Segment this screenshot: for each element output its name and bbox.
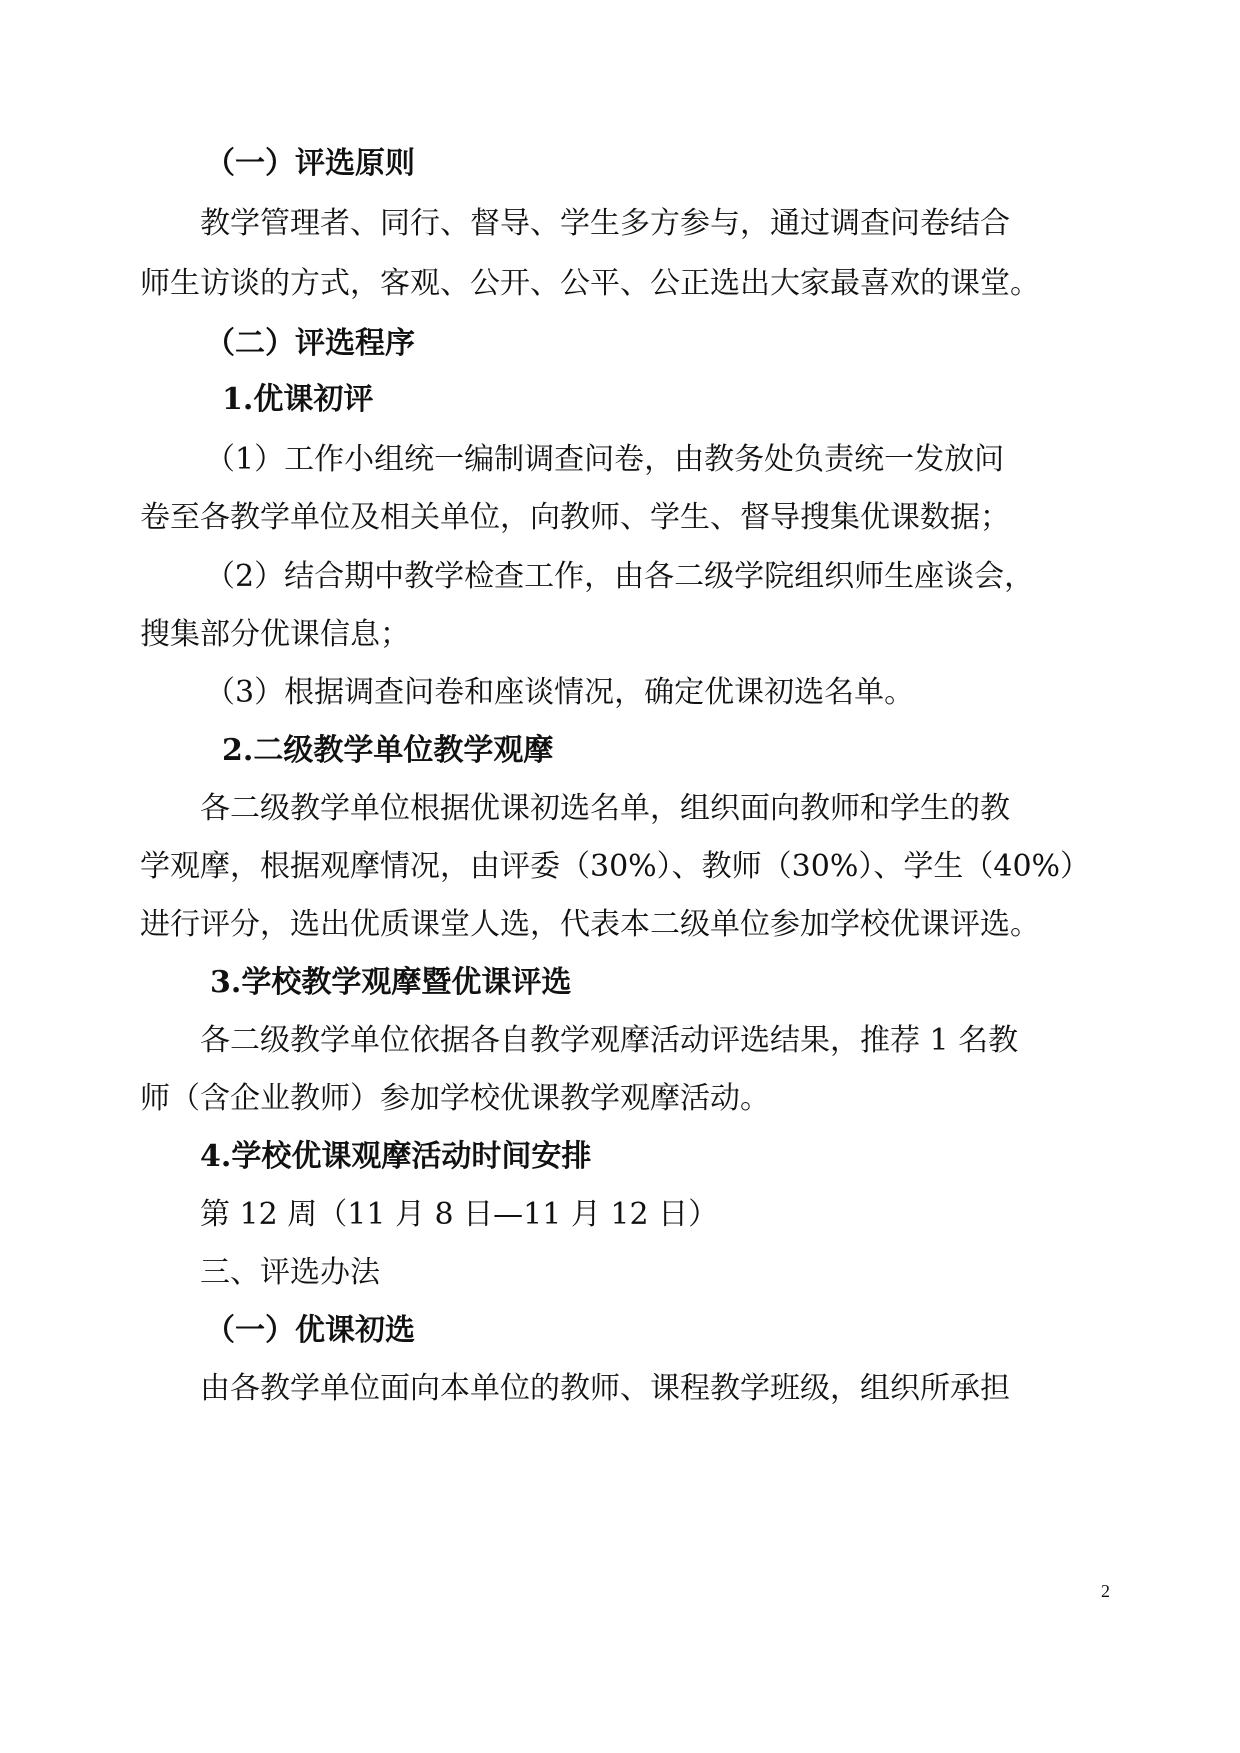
section-heading: （一）评选原则 xyxy=(205,146,415,181)
paragraph-line: 学观摩，根据观摩情况，由评委（30%）、教师（30%）、学生（40%） xyxy=(140,849,1091,884)
schedule-line: 第 12 周（11 月 8 日—11 月 12 日） xyxy=(200,1197,719,1232)
section-heading: （二）评选程序 xyxy=(205,326,415,361)
page-number: 2 xyxy=(1101,1581,1110,1601)
paragraph-line: 师生访谈的方式，客观、公开、公平、公正选出大家最喜欢的课堂。 xyxy=(140,266,1040,301)
subsection-heading: 4.学校优课观摩活动时间安排 xyxy=(200,1139,592,1174)
subsection-heading: 1.优课初评 xyxy=(222,382,374,417)
paragraph-line: 进行评分，选出优质课堂人选，代表本二级单位参加学校优课评选。 xyxy=(140,907,1040,942)
paragraph-line: 各二级教学单位依据各自教学观摩活动评选结果，推荐 1 名教 xyxy=(200,1023,1019,1058)
section-heading: （一）优课初选 xyxy=(205,1313,415,1348)
section-heading: 三、评选办法 xyxy=(200,1255,380,1290)
subsection-heading: 2.二级教学单位教学观摩 xyxy=(222,733,554,768)
paragraph-line: 卷至各教学单位及相关单位，向教师、学生、督导搜集优课数据； xyxy=(140,500,1010,535)
paragraph-line: 师（含企业教师）参加学校优课教学观摩活动。 xyxy=(140,1081,770,1116)
paragraph-line: 由各教学单位面向本单位的教师、课程教学班级，组织所承担 xyxy=(200,1371,1010,1406)
paragraph-line: （2）结合期中教学检查工作，由各二级学院组织师生座谈会， xyxy=(205,559,1035,594)
paragraph-line: （1）工作小组统一编制调查问卷，由教务处负责统一发放问 xyxy=(205,442,1005,477)
paragraph-line: 搜集部分优课信息； xyxy=(140,617,410,652)
subsection-heading: 3.学校教学观摩暨优课评选 xyxy=(210,965,572,1000)
paragraph-line: （3）根据调查问卷和座谈情况，确定优课初选名单。 xyxy=(205,675,915,710)
paragraph-line: 教学管理者、同行、督导、学生多方参与，通过调查问卷结合 xyxy=(200,206,1010,241)
paragraph-line: 各二级教学单位根据优课初选名单，组织面向教师和学生的教 xyxy=(200,791,1010,826)
